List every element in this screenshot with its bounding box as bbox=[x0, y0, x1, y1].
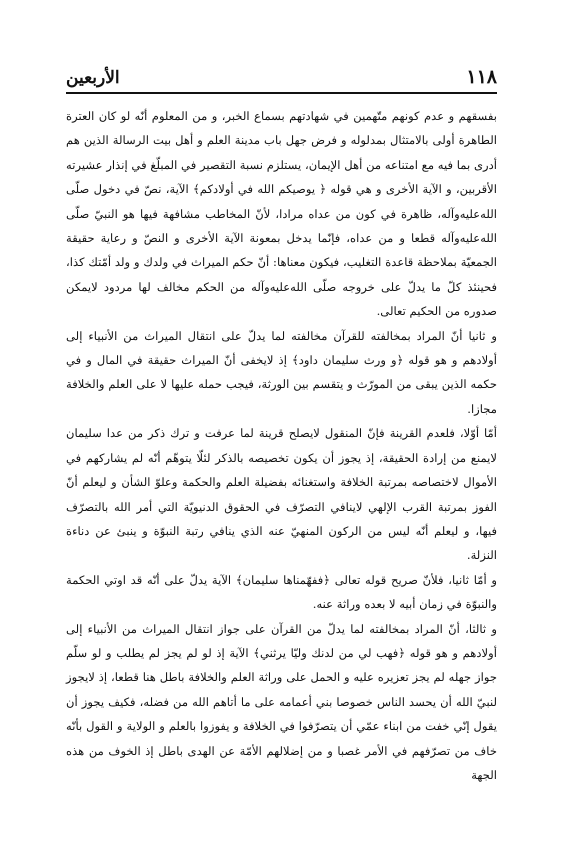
paragraph: و ثانيا أنّ المراد بمخالفته للقرآن مخالفته لما يدلّ على انتقال الميراث من الأنبياء إلى أولادهم و هو قوله ﴿و ورث سليمان داود﴾ إذ لايخفى أنّ الميراث حقيقة في المال و في حكمه الذين يبقى من المورّث و يتقسم بين الورثة، فيجب حمله عليها لا على العلم والخلافة مجازا. bbox=[66, 328, 497, 416]
running-title: الأربعين bbox=[66, 68, 120, 88]
page-header bbox=[66, 58, 497, 88]
paragraph: بفسقهم و عدم كونهم متّهمين في شهادتهم بسماع الخبر، و من المعلوم أنّه لو كان العترة الطاهرة أولى بالامتثال بمدلوله و فرض جهل باب مدينة العلم و أهل بيت الرسالة الذين هم أدرى بما فيه مع امتناعه من أهل الإيمان، يستلزم نسبة التقصير في المبلّغ في إنذار عشيرته الأقربين، و الآية الأخرى و هي قوله ﴿ يوصيكم الله في أولادكم﴾ الآية، نصّ في دخول صلّى الله‌عليه‌وآله، ظاهرة في كون من عداه مرادا، لأنّ المخاطب مشافهة فيها هو النبيّ صلّى الله‌عليه‌وآله قطعا و من عداه، فإنّما يدخل بمعونة الآية الأخرى و النصّ و رعاية حقيقة الجمعيّة بملاحظة قاعدة التغليب، فيكون معناها: أنّ حكم الميراث في ولدك و ولد أمّتك كذا، فحينئذ كلّ ما يدلّ على خروجه صلّى الله‌عليه‌وآله من الحكم مخالف لها مردود لايمكن صدوره من الحكيم تعالى. bbox=[66, 109, 497, 319]
body-text bbox=[66, 104, 497, 787]
header-divider bbox=[66, 92, 497, 94]
page-number: ١١٨ bbox=[466, 66, 497, 88]
paragraph: و أمّا ثانيا، فلأنّ صريح قوله تعالى ﴿ففهّمناها سليمان﴾ الآية يدلّ على أنّه قد اوتي الحكمة والنبوّة في زمان أبيه لا بعده وراثة عنه. bbox=[66, 572, 497, 612]
paragraph: و ثالثا، أنّ المراد بمخالفته لما يدلّ من القرآن على جواز انتقال الميراث من الأنبياء إلى أولادهم و هو قوله ﴿فهب لي من لدنك وليّا يرثني﴾ الآية إذ لو لم يجز لم يطلب و لو سلّم جواز جهله لم يجز تعزيره عليه و الحمل على وراثة العلم والخلافة باطل هنا قطعا، إذ لايجوز لنبيّ الله أن يحسد الناس خصوصا بني أعمامه على ما أتاهم الله من فضله، فكيف يجوز أن يقول إنّي خفت من ابناء عمّي أن يتصرّفوا في الخلافة و يفوزوا بالعلم و الولاية و القول بأنّه خاف من تصرّفهم في الأمر غصبا و من إضلالهم الأمّة عن الهدى باطل إذ الخوف من هذه الجهة bbox=[66, 621, 497, 782]
paragraph: أمّا أوّلا، فلعدم القرينة فإنّ المنقول لايصلح قرينة لما عرفت و ترك ذكر من عدا سليمان لايمنع من إرادة الحقيقة، إذ يجوز أن يكون تخصيصه بالذكر لئلّا يتوهّم أنّه لم يشاركهم في الأموال لاختصاصه بمرتبة الخلافة واستغنائه بفضيلة العلم والحكمة وعلوّ الشأن و ليعلم أنّ الفوز بمرتبة القرب الإلهي لاينافي التصرّف في الحقوق الدنيويّة التي أمر الله بالتصرّف فيها، و ليعلم أنّه ليس من الركون المنهيّ عنه الذي ينافي رتبة النبوّة و ينبئ عن دناءة النزلة. bbox=[66, 426, 497, 563]
